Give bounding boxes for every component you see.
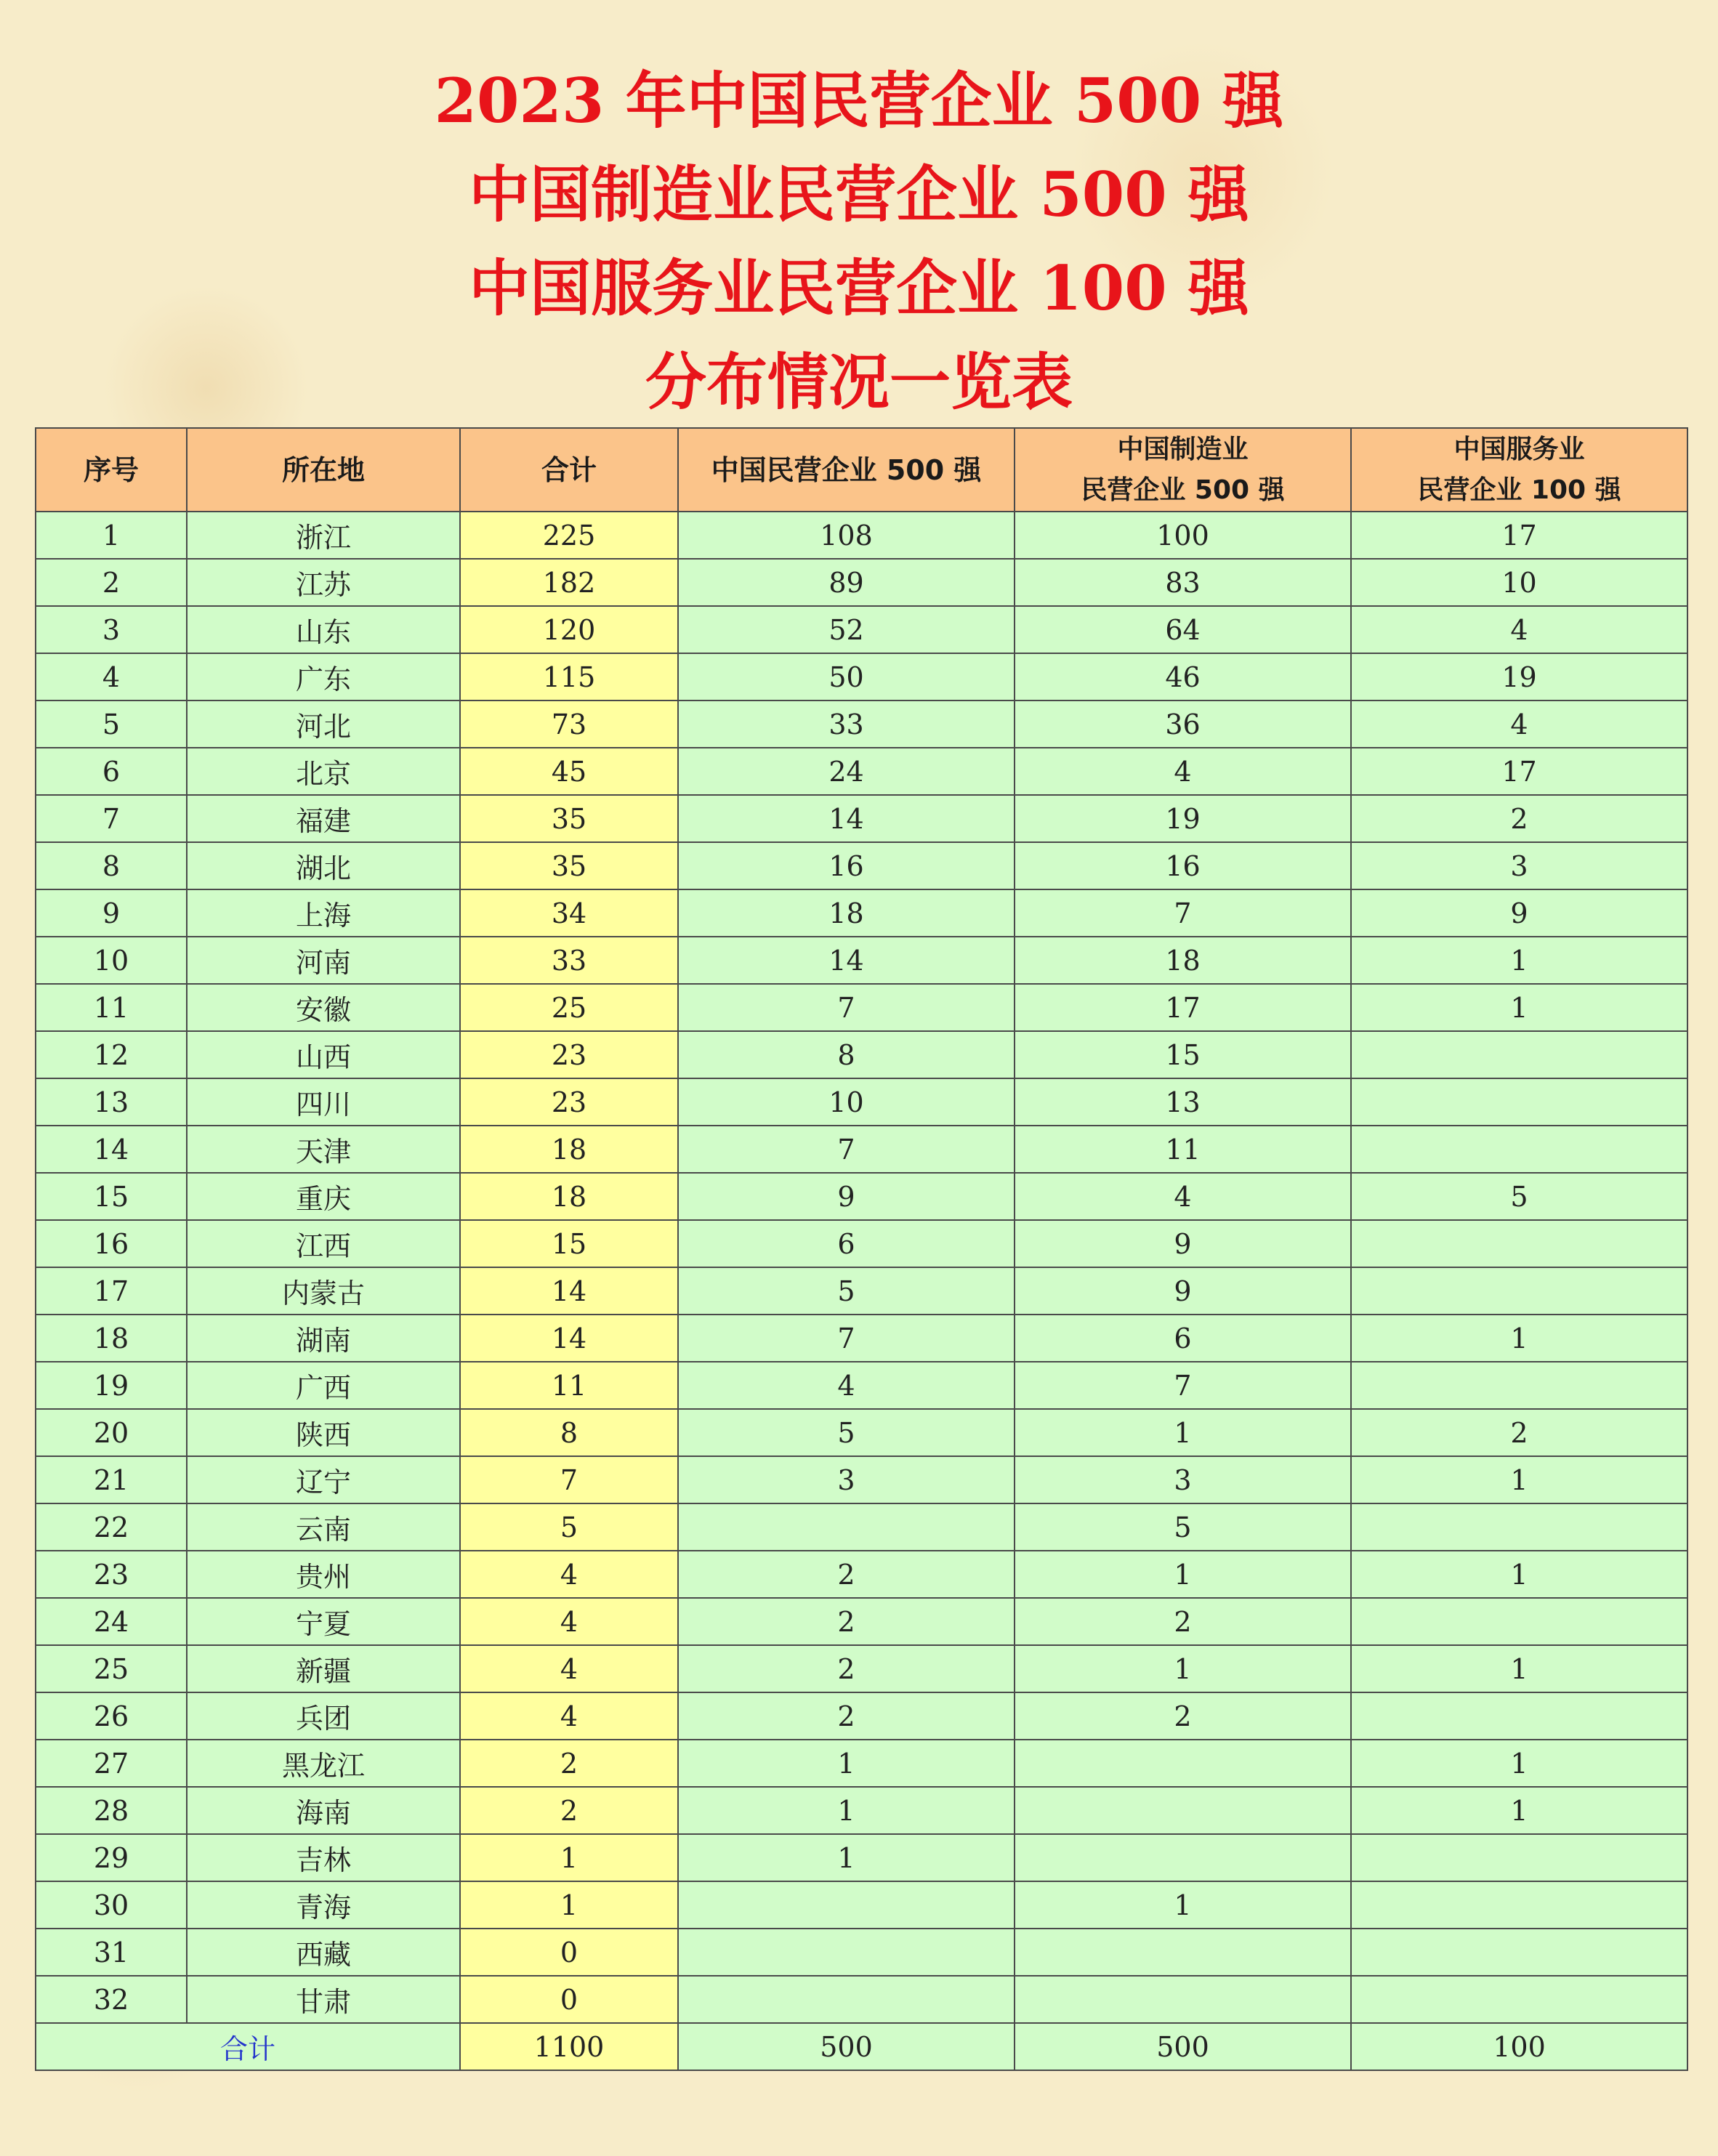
cell-top500: 14 <box>678 937 1015 984</box>
cell-top500: 2 <box>678 1598 1015 1645</box>
distribution-table <box>35 427 1688 2071</box>
cell-total: 182 <box>460 559 678 606</box>
summary-manufacturing: 500 <box>1015 2023 1351 2070</box>
cell-top500: 3 <box>678 1456 1015 1503</box>
cell-top500 <box>678 1881 1015 1929</box>
cell-top500: 1 <box>678 1834 1015 1881</box>
cell-manufacturing <box>1015 1976 1351 2023</box>
cell-seq: 20 <box>36 1409 187 1456</box>
cell-services <box>1351 1031 1687 1078</box>
cell-top500: 6 <box>678 1220 1015 1267</box>
cell-manufacturing: 6 <box>1015 1315 1351 1362</box>
summary-row <box>36 2023 1687 2070</box>
cell-top500: 14 <box>678 795 1015 842</box>
cell-manufacturing <box>1015 1787 1351 1834</box>
table-header-row <box>36 428 1687 512</box>
table-row <box>36 748 1687 795</box>
cell-seq: 32 <box>36 1976 187 2023</box>
cell-seq: 25 <box>36 1645 187 1692</box>
cell-services <box>1351 1976 1687 2023</box>
cell-location: 湖北 <box>187 842 460 889</box>
cell-top500 <box>678 1929 1015 1976</box>
table-row <box>36 1362 1687 1409</box>
cell-total: 2 <box>460 1740 678 1787</box>
table-row <box>36 1740 1687 1787</box>
cell-manufacturing: 13 <box>1015 1078 1351 1126</box>
summary-total: 1100 <box>460 2023 678 2070</box>
cell-seq: 2 <box>36 559 187 606</box>
cell-total: 23 <box>460 1078 678 1126</box>
cell-top500: 7 <box>678 1315 1015 1362</box>
cell-services <box>1351 1692 1687 1740</box>
cell-seq: 15 <box>36 1173 187 1220</box>
header-manufacturing-line2: 民营企业 500 强 <box>1081 475 1285 505</box>
cell-services: 10 <box>1351 559 1687 606</box>
cell-manufacturing: 36 <box>1015 701 1351 748</box>
cell-total: 25 <box>460 984 678 1031</box>
title-line-4: 分布情况一览表 <box>645 346 1073 418</box>
cell-manufacturing: 1 <box>1015 1881 1351 1929</box>
cell-location: 重庆 <box>187 1173 460 1220</box>
cell-seq: 9 <box>36 889 187 937</box>
cell-location: 辽宁 <box>187 1456 460 1503</box>
cell-total: 5 <box>460 1503 678 1551</box>
cell-top500: 2 <box>678 1645 1015 1692</box>
cell-manufacturing: 19 <box>1015 795 1351 842</box>
table-row <box>36 512 1687 559</box>
cell-location: 安徽 <box>187 984 460 1031</box>
cell-total: 18 <box>460 1126 678 1173</box>
cell-seq: 10 <box>36 937 187 984</box>
cell-total: 4 <box>460 1551 678 1598</box>
cell-seq: 8 <box>36 842 187 889</box>
cell-seq: 24 <box>36 1598 187 1645</box>
table-row <box>36 1409 1687 1456</box>
cell-seq: 14 <box>36 1126 187 1173</box>
table-row <box>36 1503 1687 1551</box>
cell-services <box>1351 1220 1687 1267</box>
cell-services: 4 <box>1351 701 1687 748</box>
cell-services: 9 <box>1351 889 1687 937</box>
cell-seq: 26 <box>36 1692 187 1740</box>
cell-seq: 19 <box>36 1362 187 1409</box>
cell-top500: 24 <box>678 748 1015 795</box>
cell-seq: 11 <box>36 984 187 1031</box>
cell-top500: 2 <box>678 1692 1015 1740</box>
cell-manufacturing <box>1015 1834 1351 1881</box>
cell-manufacturing: 64 <box>1015 606 1351 653</box>
cell-services: 5 <box>1351 1173 1687 1220</box>
cell-top500: 2 <box>678 1551 1015 1598</box>
title-line-1: 2023 年中国民营企业 500 强 <box>434 65 1284 137</box>
cell-top500: 1 <box>678 1787 1015 1834</box>
cell-services: 2 <box>1351 1409 1687 1456</box>
header-top500: 中国民营企业 500 强 <box>678 428 1015 512</box>
cell-manufacturing: 15 <box>1015 1031 1351 1078</box>
header-manufacturing <box>1015 428 1351 512</box>
cell-seq: 6 <box>36 748 187 795</box>
cell-total: 23 <box>460 1031 678 1078</box>
table-row <box>36 1787 1687 1834</box>
cell-manufacturing: 3 <box>1015 1456 1351 1503</box>
cell-manufacturing: 1 <box>1015 1409 1351 1456</box>
table-row <box>36 1598 1687 1645</box>
cell-seq: 16 <box>36 1220 187 1267</box>
cell-top500: 7 <box>678 984 1015 1031</box>
cell-total: 35 <box>460 842 678 889</box>
cell-location: 江苏 <box>187 559 460 606</box>
cell-location: 福建 <box>187 795 460 842</box>
title-block <box>0 54 1718 429</box>
cell-services: 1 <box>1351 1740 1687 1787</box>
cell-top500: 1 <box>678 1740 1015 1787</box>
cell-total: 11 <box>460 1362 678 1409</box>
cell-services <box>1351 1881 1687 1929</box>
table-row <box>36 795 1687 842</box>
cell-seq: 22 <box>36 1503 187 1551</box>
cell-manufacturing: 9 <box>1015 1267 1351 1315</box>
cell-services <box>1351 1503 1687 1551</box>
cell-total: 1 <box>460 1834 678 1881</box>
table-row <box>36 1126 1687 1173</box>
cell-seq: 27 <box>36 1740 187 1787</box>
header-services <box>1351 428 1687 512</box>
cell-services: 19 <box>1351 653 1687 701</box>
cell-manufacturing: 100 <box>1015 512 1351 559</box>
cell-location: 内蒙古 <box>187 1267 460 1315</box>
table-row <box>36 1315 1687 1362</box>
cell-location: 北京 <box>187 748 460 795</box>
cell-top500: 4 <box>678 1362 1015 1409</box>
cell-services: 17 <box>1351 512 1687 559</box>
cell-seq: 30 <box>36 1881 187 1929</box>
cell-total: 225 <box>460 512 678 559</box>
table-row <box>36 559 1687 606</box>
header-services-line1: 中国服务业 <box>1453 434 1585 464</box>
table-row <box>36 1031 1687 1078</box>
table-row <box>36 1173 1687 1220</box>
cell-top500: 16 <box>678 842 1015 889</box>
cell-total: 33 <box>460 937 678 984</box>
table-row <box>36 1692 1687 1740</box>
header-seq: 序号 <box>36 428 187 512</box>
table-row <box>36 1834 1687 1881</box>
table-row <box>36 984 1687 1031</box>
cell-manufacturing: 7 <box>1015 889 1351 937</box>
cell-top500 <box>678 1503 1015 1551</box>
summary-top500: 500 <box>678 2023 1015 2070</box>
cell-manufacturing: 18 <box>1015 937 1351 984</box>
cell-total: 14 <box>460 1315 678 1362</box>
table-row <box>36 606 1687 653</box>
table-row <box>36 842 1687 889</box>
summary-services: 100 <box>1351 2023 1687 2070</box>
cell-total: 73 <box>460 701 678 748</box>
cell-services: 3 <box>1351 842 1687 889</box>
cell-total: 15 <box>460 1220 678 1267</box>
title-line-3: 中国服务业民营企业 100 强 <box>469 252 1249 324</box>
cell-top500: 8 <box>678 1031 1015 1078</box>
cell-total: 34 <box>460 889 678 937</box>
cell-location: 贵州 <box>187 1551 460 1598</box>
cell-total: 0 <box>460 1929 678 1976</box>
cell-services: 4 <box>1351 606 1687 653</box>
table-row <box>36 1456 1687 1503</box>
cell-services: 1 <box>1351 1315 1687 1362</box>
cell-manufacturing: 4 <box>1015 748 1351 795</box>
cell-manufacturing: 2 <box>1015 1598 1351 1645</box>
cell-total: 115 <box>460 653 678 701</box>
table-row <box>36 1220 1687 1267</box>
table-row <box>36 1881 1687 1929</box>
cell-location: 上海 <box>187 889 460 937</box>
cell-manufacturing: 46 <box>1015 653 1351 701</box>
cell-location: 山东 <box>187 606 460 653</box>
cell-top500: 5 <box>678 1409 1015 1456</box>
cell-location: 广西 <box>187 1362 460 1409</box>
cell-manufacturing <box>1015 1740 1351 1787</box>
cell-total: 8 <box>460 1409 678 1456</box>
cell-total: 2 <box>460 1787 678 1834</box>
cell-top500: 9 <box>678 1173 1015 1220</box>
cell-total: 35 <box>460 795 678 842</box>
cell-location: 新疆 <box>187 1645 460 1692</box>
cell-location: 陕西 <box>187 1409 460 1456</box>
cell-services <box>1351 1834 1687 1881</box>
header-services-line2: 民营企业 100 强 <box>1417 475 1621 505</box>
cell-total: 4 <box>460 1598 678 1645</box>
cell-manufacturing: 5 <box>1015 1503 1351 1551</box>
cell-location: 兵团 <box>187 1692 460 1740</box>
cell-seq: 29 <box>36 1834 187 1881</box>
cell-manufacturing: 4 <box>1015 1173 1351 1220</box>
cell-seq: 13 <box>36 1078 187 1126</box>
cell-manufacturing: 9 <box>1015 1220 1351 1267</box>
cell-top500: 18 <box>678 889 1015 937</box>
cell-location: 海南 <box>187 1787 460 1834</box>
cell-location: 吉林 <box>187 1834 460 1881</box>
cell-services <box>1351 1598 1687 1645</box>
cell-location: 甘肃 <box>187 1976 460 2023</box>
cell-services: 1 <box>1351 984 1687 1031</box>
cell-location: 河北 <box>187 701 460 748</box>
cell-total: 4 <box>460 1645 678 1692</box>
cell-total: 45 <box>460 748 678 795</box>
cell-seq: 1 <box>36 512 187 559</box>
table-row <box>36 1645 1687 1692</box>
cell-top500 <box>678 1976 1015 2023</box>
cell-manufacturing: 11 <box>1015 1126 1351 1173</box>
cell-services: 2 <box>1351 795 1687 842</box>
cell-top500: 52 <box>678 606 1015 653</box>
cell-location: 四川 <box>187 1078 460 1126</box>
cell-location: 宁夏 <box>187 1598 460 1645</box>
cell-location: 青海 <box>187 1881 460 1929</box>
cell-total: 4 <box>460 1692 678 1740</box>
cell-total: 0 <box>460 1976 678 2023</box>
cell-location: 湖南 <box>187 1315 460 1362</box>
cell-services: 1 <box>1351 1551 1687 1598</box>
cell-top500: 89 <box>678 559 1015 606</box>
cell-services <box>1351 1929 1687 1976</box>
cell-seq: 3 <box>36 606 187 653</box>
cell-location: 天津 <box>187 1126 460 1173</box>
cell-top500: 10 <box>678 1078 1015 1126</box>
cell-services: 1 <box>1351 1787 1687 1834</box>
table-row <box>36 1551 1687 1598</box>
cell-services <box>1351 1362 1687 1409</box>
table-row <box>36 937 1687 984</box>
header-total: 合计 <box>460 428 678 512</box>
cell-services <box>1351 1078 1687 1126</box>
title-line-2: 中国制造业民营企业 500 强 <box>469 158 1249 230</box>
cell-total: 7 <box>460 1456 678 1503</box>
cell-services: 1 <box>1351 937 1687 984</box>
table-row <box>36 1267 1687 1315</box>
cell-total: 120 <box>460 606 678 653</box>
cell-services <box>1351 1126 1687 1173</box>
cell-seq: 21 <box>36 1456 187 1503</box>
cell-total: 14 <box>460 1267 678 1315</box>
cell-top500: 7 <box>678 1126 1015 1173</box>
cell-services: 1 <box>1351 1645 1687 1692</box>
cell-manufacturing: 16 <box>1015 842 1351 889</box>
cell-location: 河南 <box>187 937 460 984</box>
table-row <box>36 1929 1687 1976</box>
cell-seq: 31 <box>36 1929 187 1976</box>
cell-location: 西藏 <box>187 1929 460 1976</box>
cell-manufacturing: 1 <box>1015 1645 1351 1692</box>
cell-top500: 50 <box>678 653 1015 701</box>
cell-services: 17 <box>1351 748 1687 795</box>
cell-location: 山西 <box>187 1031 460 1078</box>
header-location: 所在地 <box>187 428 460 512</box>
cell-top500: 5 <box>678 1267 1015 1315</box>
cell-manufacturing: 2 <box>1015 1692 1351 1740</box>
cell-total: 18 <box>460 1173 678 1220</box>
table-row <box>36 1078 1687 1126</box>
cell-seq: 4 <box>36 653 187 701</box>
cell-seq: 12 <box>36 1031 187 1078</box>
cell-manufacturing: 7 <box>1015 1362 1351 1409</box>
cell-location: 浙江 <box>187 512 460 559</box>
cell-seq: 17 <box>36 1267 187 1315</box>
header-manufacturing-line1: 中国制造业 <box>1117 434 1249 464</box>
cell-manufacturing: 17 <box>1015 984 1351 1031</box>
cell-seq: 5 <box>36 701 187 748</box>
table-row <box>36 701 1687 748</box>
summary-label: 合计 <box>36 2023 460 2070</box>
cell-seq: 18 <box>36 1315 187 1362</box>
cell-seq: 23 <box>36 1551 187 1598</box>
table-row <box>36 1976 1687 2023</box>
cell-top500: 33 <box>678 701 1015 748</box>
cell-seq: 28 <box>36 1787 187 1834</box>
cell-location: 广东 <box>187 653 460 701</box>
cell-services <box>1351 1267 1687 1315</box>
cell-manufacturing <box>1015 1929 1351 1976</box>
cell-total: 1 <box>460 1881 678 1929</box>
cell-manufacturing: 83 <box>1015 559 1351 606</box>
table-row <box>36 889 1687 937</box>
cell-location: 黑龙江 <box>187 1740 460 1787</box>
cell-location: 云南 <box>187 1503 460 1551</box>
cell-top500: 108 <box>678 512 1015 559</box>
cell-manufacturing: 1 <box>1015 1551 1351 1598</box>
table-row <box>36 653 1687 701</box>
cell-location: 江西 <box>187 1220 460 1267</box>
cell-seq: 7 <box>36 795 187 842</box>
cell-services: 1 <box>1351 1456 1687 1503</box>
